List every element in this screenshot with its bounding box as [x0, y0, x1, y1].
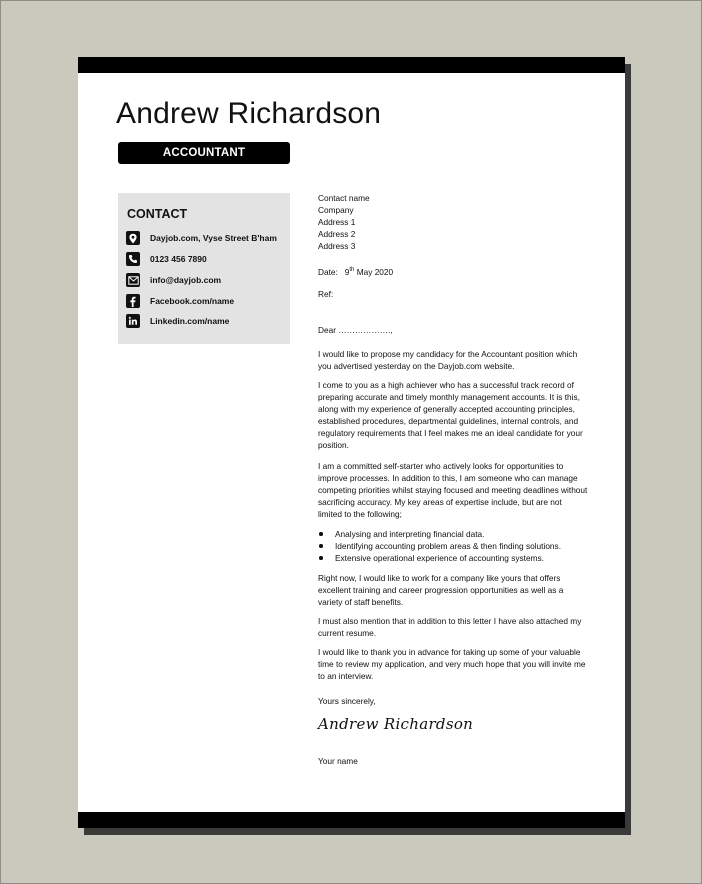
- date-label: Date:: [318, 266, 338, 277]
- date-rest: May 2020: [356, 266, 394, 277]
- recipient-line: Address 1: [318, 217, 356, 227]
- paragraph-1: I would like to propose my candidacy for the Accountant position which you advertised yesterday on the Dayjob.com website.: [318, 349, 578, 371]
- recipient-line: Contact name: [318, 193, 370, 203]
- facebook-icon: [126, 294, 140, 308]
- contact-email-text: info@dayjob.com: [150, 275, 222, 285]
- applicant-name: Andrew Richardson: [116, 97, 382, 130]
- contact-address: [126, 231, 277, 245]
- date-day: 9: [344, 266, 350, 277]
- contact-email: [126, 273, 221, 287]
- recipient-address: [318, 192, 588, 252]
- job-title-badge: [118, 142, 290, 164]
- letter-date: [318, 264, 588, 278]
- phone-icon: [126, 252, 140, 266]
- signatory-name: Your name: [318, 756, 358, 766]
- closing: Yours sincerely,: [318, 696, 376, 706]
- contact-address-text: Dayjob.com, Vyse Street B'ham: [150, 233, 277, 243]
- recipient-line: Company: [318, 205, 354, 215]
- email-icon: [126, 273, 140, 287]
- date-suffix: th: [349, 267, 355, 273]
- top-bar: [78, 57, 625, 73]
- recipient-line: Address 3: [318, 241, 356, 251]
- contact-heading: CONTACT: [127, 207, 188, 221]
- letter-ref: Ref:: [318, 289, 334, 299]
- paragraph-3: I am a committed self-starter who actively looks for opportunities to improve processes. In addition to this, I am someone who can manage competing priorities whilst staying focused and meeting deadlines without sacrificing accuracy. My key areas of expertise include, but are not limited to the following;: [318, 461, 588, 519]
- location-pin-icon: [126, 231, 140, 245]
- contact-box: [118, 193, 290, 344]
- paragraph-5: I must also mention that in addition to this letter I have also attached my current resume.: [318, 616, 582, 638]
- signature: Andrew Richardson: [318, 715, 474, 733]
- paragraph-6: I would like to thank you in advance for taking up some of your valuable time to review my application, and very much hope that you will invite me to an interview.: [318, 647, 586, 681]
- contact-linkedin-text: Linkedin.com/name: [150, 316, 230, 326]
- paragraph-4: Right now, I would like to work for a company like yours that offers excellent training and career progression opportunities as well as a variety of staff benefits.: [318, 573, 564, 607]
- list-item: Analysing and interpreting financial data.: [318, 528, 608, 540]
- recipient-line: Address 2: [318, 229, 356, 239]
- bottom-bar: [78, 812, 625, 828]
- cover-letter-page: [78, 57, 625, 828]
- contact-facebook-text: Facebook.com/name: [150, 296, 235, 306]
- contact-phone: [126, 252, 207, 266]
- job-title-text: ACCOUNTANT: [162, 147, 246, 159]
- list-item: Identifying accounting problem areas & then finding solutions.: [318, 540, 608, 552]
- linkedin-icon: [126, 314, 140, 328]
- salutation: Dear ……………….,: [318, 325, 393, 335]
- contact-linkedin: [126, 314, 229, 328]
- paragraph-2: I come to you as a high achiever who has a successful track record of preparing accurate and timely monthly management accounts. It is this, along with my experience of generally accepted accounting principles, established procedures, departmental guidelines, internal controls, and regulatory requirements that I feel makes me an ideal candidate for your position.: [318, 380, 583, 450]
- contact-facebook: [126, 294, 234, 308]
- contact-phone-text: 0123 456 7890: [150, 254, 207, 264]
- list-item: Extensive operational experience of accounting systems.: [318, 552, 608, 564]
- expertise-list: [318, 528, 608, 564]
